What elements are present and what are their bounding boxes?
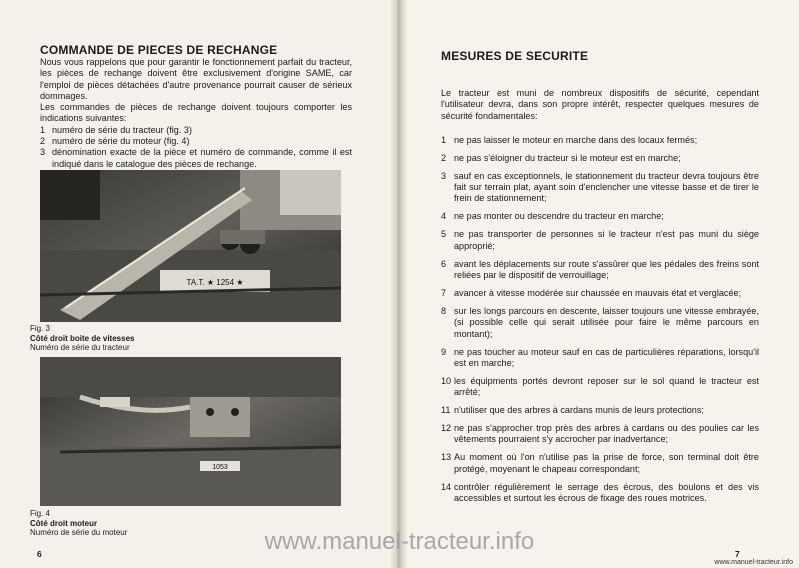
list-item: [40, 136, 352, 147]
list-item: [441, 211, 759, 222]
list-item: [441, 153, 759, 164]
list-text: les équipments portés devront reposer sur le sol quand le tracteur est arrêté;: [454, 375, 759, 398]
list-number: 4: [441, 211, 447, 222]
left-paragraph-1: Nous vous rappelons que pour garantir le fonctionnement parfait du tracteur, les pièces de rechange doivent être exclusivement d'origine SAME, car l'emploi de pièces détachées d'autre provenance pourrait causer de sérieux dommages.: [40, 57, 352, 101]
list-item: [441, 376, 759, 399]
list-text: ne pas toucher au moteur sauf en cas de particulières réparations, lorsqu'il est en marche;: [454, 346, 759, 368]
list-text: dénomination exacte de la pièce et numéro de commande, comme il est indiqué dans le catalogue des pièces de rechange.: [52, 147, 352, 169]
list-text: sur les longs parcours en descente, laisser toujours une vitesse embrayée, (si possible celle qui serait utilisée pour faire le même parcours en montant);: [454, 305, 759, 339]
list-item: [441, 171, 759, 205]
list-item: [441, 229, 759, 252]
list-text: numéro de série du moteur (fig. 4): [52, 136, 190, 147]
list-item: [441, 306, 759, 340]
watermark: www.manuel-tracteur.info: [264, 528, 535, 555]
list-text: ne pas monter ou descendre du tracteur en marche;: [454, 211, 664, 222]
list-number: 5: [441, 229, 447, 240]
fig4-label: Fig. 4: [30, 509, 51, 518]
list-item: [441, 482, 759, 505]
list-number: 6: [441, 258, 447, 269]
list-number: 11: [441, 405, 451, 416]
right-text-block: [441, 88, 759, 511]
list-text: avant les déplacements sur route s'assûrer que les pédales des freins sont reliées par le dispositif de verrouillage;: [454, 258, 759, 280]
list-number: 13: [441, 452, 452, 463]
list-text: avancer à vitesse modérée sur chaussée en mauvais état et verglacée;: [454, 287, 742, 298]
fig3-plate-text: TA.T. ★ 1254 ★: [186, 278, 244, 287]
list-number: 9: [441, 346, 447, 357]
list-number: 3: [40, 147, 46, 158]
fig3-title: Côté droit boite de vitesses: [30, 333, 135, 343]
list-number: 14: [441, 481, 452, 492]
list-text: n'utiliser que des arbres à cardans munis de leurs protections;: [454, 405, 704, 416]
list-text: sauf en cas exceptionnels, le stationnement du tracteur devra toujours être fait sur terrain plat, ayant soin d'enclencher une vitesse basse et de tirer le frein de stationnement;: [454, 170, 759, 204]
list-item: [441, 423, 759, 446]
list-number: 8: [441, 305, 447, 316]
list-number: 12: [441, 423, 452, 434]
list-item: [441, 288, 759, 299]
list-item: [441, 347, 759, 370]
right-intro: Le tracteur est muni de nombreux dispositifs de sécurité, cependant l'utilisateur devra, dans son propre intérêt, respecter quelques mesures de sécurité fondamentales:: [441, 88, 759, 121]
list-text: ne pas laisser le moteur en marche dans des locaux fermés;: [454, 134, 698, 145]
list-number: 10: [441, 375, 452, 386]
left-paragraph-2: Les commandes de pièces de rechange doivent toujours comporter les indications suivantes:: [40, 102, 352, 124]
list-number: 1: [441, 134, 447, 145]
book-gutter: [390, 0, 408, 568]
list-number: 7: [441, 287, 447, 298]
list-item: [441, 405, 759, 416]
list-number: 2: [40, 136, 46, 147]
list-number: 2: [441, 152, 447, 163]
fig3-label: Fig. 3: [30, 324, 51, 333]
left-page-title: COMMANDE DE PIECES DE RECHANGE: [40, 43, 278, 57]
list-text: numéro de série du tracteur (fig. 3): [52, 124, 193, 135]
list-text: ne pas transporter de personnes si le tracteur n'est pas muni du siège approprié;: [454, 229, 759, 251]
fig4-plate-text: 1053: [212, 464, 228, 471]
fig3-caption: [30, 324, 134, 353]
right-page-title: MESURES DE SECURITE: [441, 49, 589, 63]
fig4-title: Côté droit moteur: [30, 518, 98, 528]
list-text: ne pas s'éloigner du tracteur si le moteur est en marche;: [454, 152, 681, 163]
left-page-number: 6: [37, 549, 42, 559]
fig4-photo: [40, 357, 341, 506]
left-text-block: [40, 57, 352, 170]
list-item: [441, 452, 759, 475]
footer-url: www.manuel-tracteur.info: [714, 559, 793, 566]
list-item: [441, 259, 759, 282]
list-text: ne pas s'approcher trop près des arbres à cardans ou des poulies car les vêtements pourraient s'y accrocher par inadvertance;: [454, 423, 759, 445]
list-text: contrôler régulièrement le serrage des écrous, des boulons et des vis accessibles et surtout les écrous de fixage des roues motrices.: [454, 481, 759, 503]
list-number: 3: [441, 170, 447, 181]
list-item: [40, 125, 352, 136]
list-item: [40, 147, 352, 170]
fig3-subtitle: Numéro de série du tracteur: [30, 343, 130, 352]
right-page-number: 7: [735, 549, 740, 559]
fig4-subtitle: Numéro de série du moteur: [30, 528, 128, 537]
list-number: 1: [40, 124, 46, 135]
fig3-photo: [40, 170, 341, 322]
list-text: Au moment où l'on n'utilise pas la prise de force, son terminal doit être protégé, moyenant le chapeau correspondant;: [454, 452, 759, 474]
list-item: [441, 135, 759, 146]
